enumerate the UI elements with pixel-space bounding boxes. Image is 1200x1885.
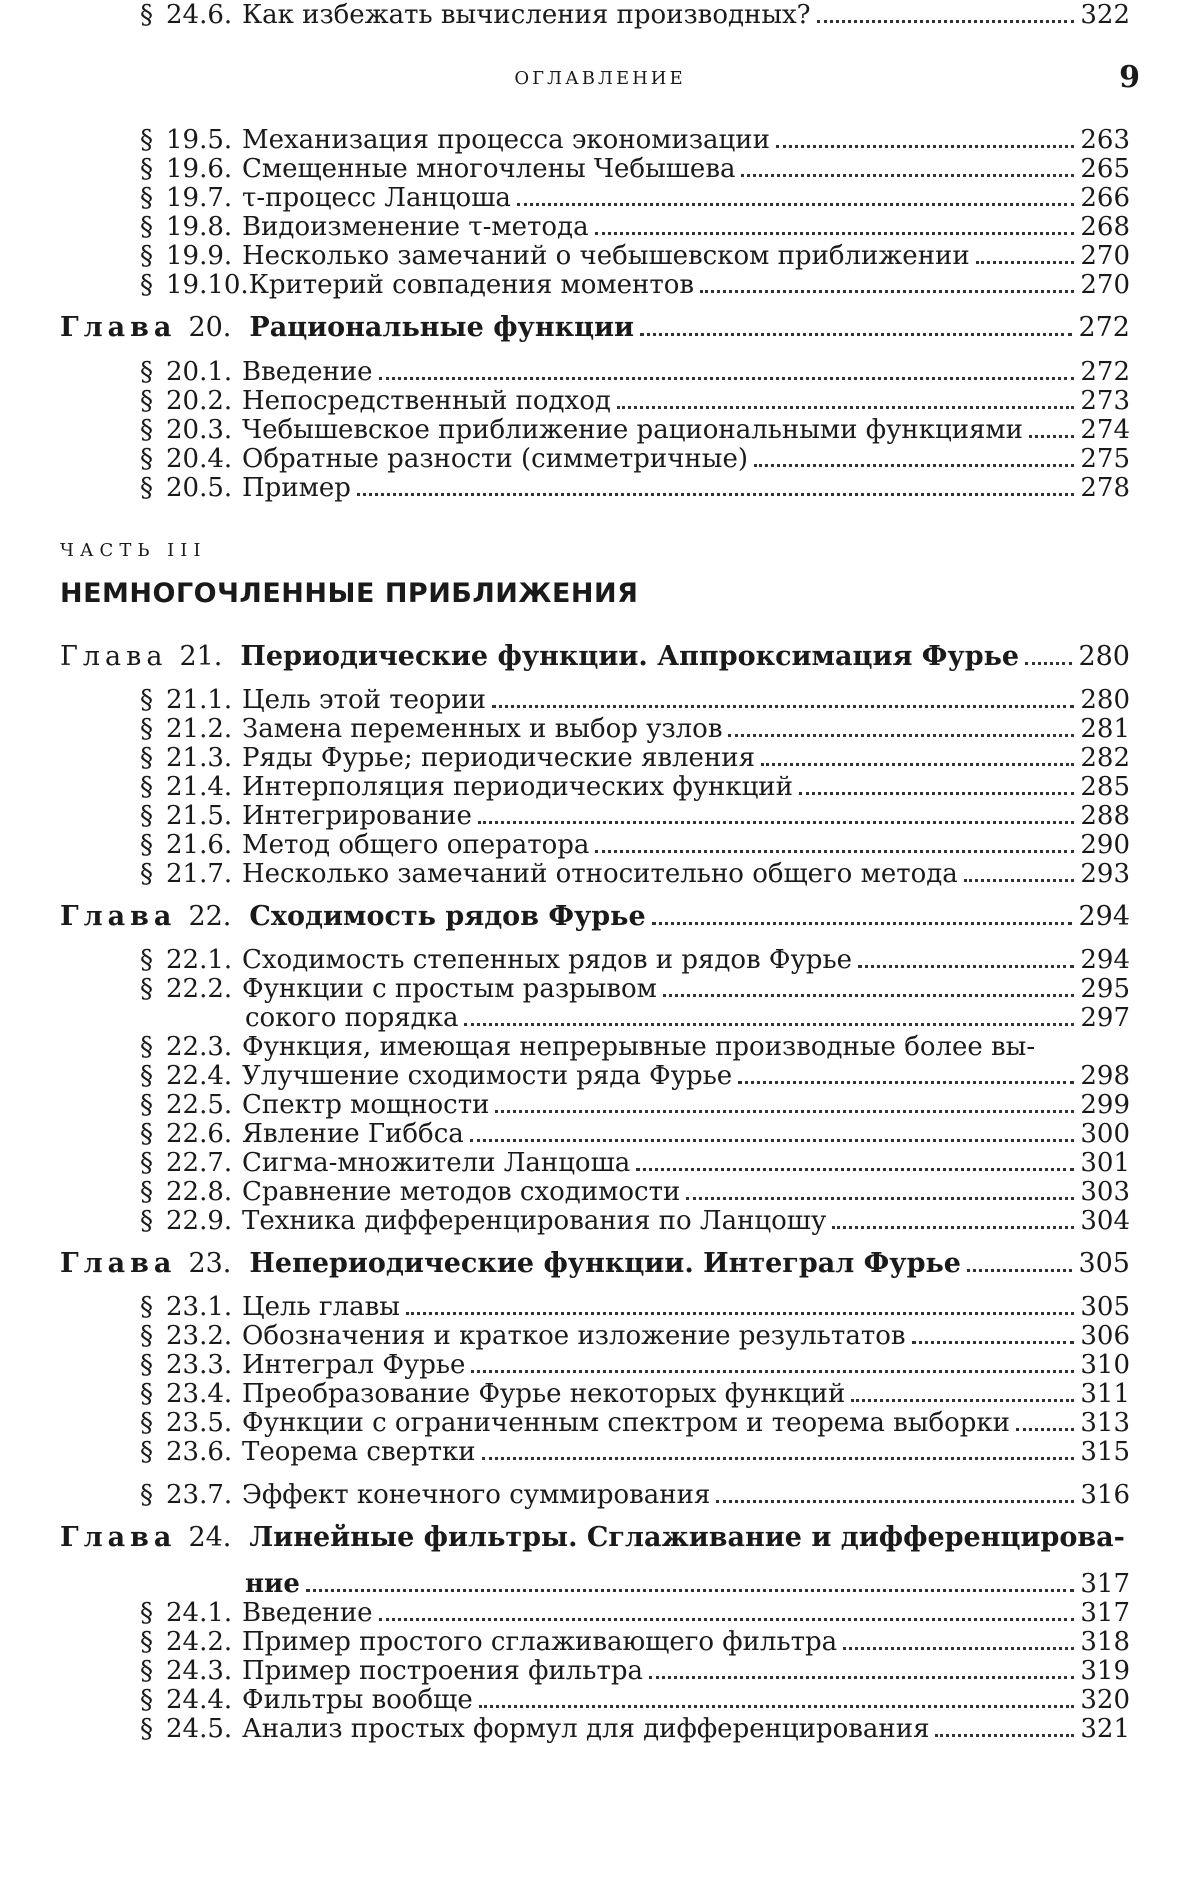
section-sign-icon: §	[140, 1177, 153, 1207]
leader-dots	[636, 1168, 1074, 1171]
section-number: 21.7.	[166, 859, 233, 889]
page-ref: 300	[1080, 1119, 1130, 1149]
section-sign-icon: §	[140, 1090, 153, 1120]
section-entry[interactable]	[140, 1437, 1130, 1467]
leader-dots	[379, 1618, 1075, 1621]
section-entry[interactable]	[140, 444, 1130, 474]
section-entry[interactable]	[140, 1032, 1130, 1062]
chapter-label: Глава	[60, 1248, 177, 1279]
leader-dots	[912, 1341, 1075, 1344]
page-ref: 310	[1080, 1350, 1130, 1380]
section-sign-icon: §	[140, 772, 153, 802]
section-sign-icon: §	[140, 1598, 153, 1628]
section-entry[interactable]	[140, 801, 1130, 831]
section-number: 21.2.	[166, 714, 233, 744]
page-ref: 303	[1080, 1177, 1130, 1207]
leader-dots	[967, 1269, 1073, 1272]
section-sign-icon: §	[140, 1437, 153, 1467]
section-title: Цель главы	[242, 1292, 400, 1322]
section-sign-icon: §	[140, 830, 153, 860]
section-sign-icon: §	[140, 1148, 153, 1178]
section-title: Как избежать вычисления производных?	[242, 0, 811, 30]
section-title: Механизация процесса экономизации	[242, 125, 770, 155]
section-number: 24.5.	[166, 1714, 233, 1744]
section-number: 24.4.	[166, 1685, 233, 1715]
section-sign-icon: §	[140, 154, 153, 184]
section-number: 23.6.	[166, 1437, 233, 1467]
section-entry[interactable]	[140, 772, 1130, 802]
section-number: 19.5.	[166, 125, 233, 155]
chapter-number: 22.	[188, 901, 232, 932]
section-sign-icon: §	[140, 743, 153, 773]
section-sign-icon: §	[140, 183, 153, 213]
page-ref: 272	[1078, 312, 1130, 343]
section-number: 24.3.	[166, 1656, 233, 1686]
section-sign-icon: §	[140, 357, 153, 387]
section-number: 19.9.	[166, 241, 233, 271]
page-ref: 322	[1080, 0, 1130, 30]
page-ref: 321	[1080, 1714, 1130, 1744]
leader-dots	[976, 261, 1075, 264]
section-entry[interactable]	[140, 270, 1130, 300]
page-ref: 282	[1080, 743, 1130, 773]
section-number: 23.4.	[166, 1379, 233, 1409]
page-ref: 295	[1080, 974, 1130, 1004]
section-number: 22.9.	[166, 1206, 233, 1236]
section-sign-icon: §	[140, 473, 153, 503]
chapter-title: Периодические функции. Аппроксимация Фурье	[240, 642, 1020, 672]
page-ref: 263	[1080, 125, 1130, 155]
section-entry[interactable]	[140, 1685, 1130, 1715]
section-title: Чебышевское приближение рациональными функциями	[242, 415, 1023, 445]
section-title: Спектр мощности	[242, 1090, 490, 1120]
section-number: 24.1.	[166, 1598, 233, 1628]
section-entry[interactable]	[140, 859, 1130, 889]
section-title: Сигма-множители Ланцоша	[242, 1148, 631, 1178]
section-sign-icon: §	[140, 1408, 153, 1438]
section-entry[interactable]	[140, 1177, 1130, 1207]
section-title: Пример построения фильтра	[242, 1656, 643, 1686]
section-title: Фильтры вообще	[242, 1685, 473, 1715]
section-entry[interactable]	[140, 415, 1130, 445]
section-number: 22.5.	[166, 1090, 233, 1120]
section-title: Интерполяция периодических функций	[242, 772, 793, 802]
chapter-number: 21.	[179, 641, 223, 672]
section-entry[interactable]	[140, 1408, 1130, 1438]
section-number: 19.7.	[166, 183, 233, 213]
page-ref: 305	[1080, 1292, 1130, 1322]
section-sign-icon: §	[140, 1119, 153, 1149]
section-entry[interactable]	[140, 830, 1130, 860]
section-number: 20.5.	[166, 473, 233, 503]
leader-dots	[471, 1370, 1074, 1373]
section-entry[interactable]	[140, 743, 1130, 773]
section-entry[interactable]	[140, 386, 1130, 416]
chapter-number: 24.	[188, 1522, 232, 1553]
leader-dots	[817, 20, 1075, 23]
continuation-text: ние	[245, 1569, 300, 1599]
section-sign-icon: §	[140, 241, 153, 271]
part-label: ЧАСТЬ III	[60, 540, 207, 561]
section-title: Видоизменение τ-метода	[242, 212, 589, 242]
leader-dots	[649, 1676, 1074, 1679]
section-sign-icon: §	[140, 212, 153, 242]
chapter-label: Глава	[60, 1522, 177, 1553]
section-sign-icon: §	[140, 1032, 153, 1062]
chapter-entry[interactable]	[60, 1523, 1130, 1553]
leader-dots	[617, 406, 1074, 409]
page-ref: 317	[1080, 1569, 1130, 1599]
leader-dots	[640, 333, 1072, 336]
section-entry[interactable]	[140, 945, 1130, 975]
page-ref: 293	[1080, 859, 1130, 889]
page-ref: 294	[1078, 901, 1130, 932]
leader-dots	[306, 1589, 1075, 1592]
section-number: 23.3.	[166, 1350, 233, 1380]
section-entry[interactable]	[140, 974, 1130, 1004]
section-number: 20.1.	[166, 357, 233, 387]
page-ref: 299	[1080, 1090, 1130, 1120]
section-title: Введение	[242, 357, 373, 387]
section-entry[interactable]	[140, 1627, 1130, 1657]
section-number: 20.3.	[166, 415, 233, 445]
leader-dots	[663, 994, 1075, 997]
section-sign-icon: §	[140, 685, 153, 715]
section-title: Эффект конечного суммирования	[242, 1480, 711, 1510]
section-entry[interactable]	[140, 125, 1130, 155]
section-sign-icon: §	[140, 974, 153, 1004]
page-number: 9	[1119, 60, 1140, 95]
leader-dots	[776, 145, 1074, 148]
section-sign-icon: §	[140, 1379, 153, 1409]
leader-dots	[492, 705, 1074, 708]
section-entry[interactable]	[140, 1656, 1130, 1686]
chapter-label: Глава	[60, 312, 177, 343]
section-title: Ряды Фурье; периодические явления	[242, 743, 756, 773]
section-title: τ-процесс Ланцоша	[242, 183, 511, 213]
leader-dots	[843, 1647, 1074, 1650]
leader-dots	[686, 1197, 1074, 1200]
page-ref: 275	[1080, 444, 1130, 474]
section-title: Пример	[242, 473, 351, 503]
section-number: 22.7.	[166, 1148, 233, 1178]
leader-dots	[595, 850, 1074, 853]
leader-dots	[799, 792, 1074, 795]
leader-dots	[1016, 1428, 1074, 1431]
page-ref: 288	[1080, 801, 1130, 831]
section-title: Функция, имеющая непрерывные производные более вы-	[242, 1032, 1036, 1062]
section-title: Сходимость степенных рядов и рядов Фурье	[242, 945, 852, 975]
section-number: 20.2.	[166, 386, 233, 416]
section-sign-icon: §	[140, 1321, 153, 1351]
section-title: Функции с ограниченным спектром и теорема выборки	[242, 1408, 1011, 1438]
section-number: 22.2.	[166, 974, 233, 1004]
chapter-entry[interactable]	[60, 642, 1130, 672]
leader-dots	[851, 1399, 1074, 1402]
page-ref: 285	[1080, 772, 1130, 802]
leader-dots	[858, 965, 1074, 968]
leader-dots	[1025, 662, 1072, 665]
section-entry[interactable]	[140, 183, 1130, 213]
section-sign-icon: §	[140, 1685, 153, 1715]
leader-dots	[479, 1705, 1075, 1708]
section-number: 23.1.	[166, 1292, 233, 1322]
section-entry[interactable]	[140, 1292, 1130, 1322]
section-entry[interactable]	[140, 1379, 1130, 1409]
leader-dots	[964, 879, 1075, 882]
leader-dots	[357, 493, 1074, 496]
section-entry[interactable]	[140, 714, 1130, 744]
section-number: 23.2.	[166, 1321, 233, 1351]
section-title: Интегрирование	[242, 801, 472, 831]
page-ref: 273	[1080, 386, 1130, 416]
part-title: НЕМНОГОЧЛЕННЫЕ ПРИБЛИЖЕНИЯ	[60, 578, 639, 609]
page-ref: 278	[1080, 473, 1130, 503]
section-number: 23.7.	[166, 1480, 233, 1510]
section-title: Несколько замечаний о чебышевском приближении	[242, 241, 970, 271]
section-number: 21.1.	[166, 685, 233, 715]
leader-dots	[495, 1110, 1074, 1113]
page-ref: 290	[1080, 830, 1130, 860]
section-number: 22.3.	[166, 1032, 233, 1062]
page-ref: 315	[1080, 1437, 1130, 1467]
leader-dots	[470, 1139, 1075, 1142]
section-title: Пример простого сглаживающего фильтра	[242, 1627, 838, 1657]
section-number: 24.6.	[166, 0, 233, 30]
page-ref: 304	[1080, 1206, 1130, 1236]
leader-dots	[761, 763, 1074, 766]
section-entry[interactable]	[140, 0, 1130, 30]
section-title: Анализ простых формул для дифференцирования	[242, 1714, 930, 1744]
section-number: 21.4.	[166, 772, 233, 802]
page-ref: 320	[1080, 1685, 1130, 1715]
section-sign-icon: §	[140, 1350, 153, 1380]
section-entry[interactable]	[140, 1321, 1130, 1351]
section-title: Теорема свертки	[242, 1437, 476, 1467]
leader-dots	[700, 290, 1074, 293]
leader-dots	[464, 1023, 1074, 1026]
running-header	[60, 60, 1140, 100]
chapter-entry[interactable]	[60, 1249, 1130, 1279]
page-ref: 311	[1080, 1379, 1130, 1409]
section-title: Введение	[242, 1598, 373, 1628]
section-number: 21.3.	[166, 743, 233, 773]
chapter-label: Глава	[60, 641, 168, 672]
running-title: ОГЛАВЛЕНИЕ	[514, 68, 686, 89]
section-title: Цель этой теории	[242, 685, 486, 715]
chapter-title: Рациональные функции	[249, 313, 635, 343]
section-entry[interactable]	[140, 1714, 1130, 1744]
section-title: Техника дифференцирования по Ланцошу	[242, 1206, 827, 1236]
page-ref: 270	[1080, 241, 1130, 271]
leader-dots	[754, 464, 1074, 467]
page-ref: 306	[1080, 1321, 1130, 1351]
section-entry[interactable]	[140, 473, 1130, 503]
section-number: 24.2.	[166, 1627, 233, 1657]
section-sign-icon: §	[140, 0, 153, 30]
section-sign-icon: §	[140, 1656, 153, 1686]
section-entry[interactable]	[140, 212, 1130, 242]
chapter-number: 20.	[188, 312, 232, 343]
section-number: 22.4.	[166, 1061, 233, 1091]
page-ref: 265	[1080, 154, 1130, 184]
chapter-entry[interactable]	[60, 902, 1130, 932]
section-sign-icon: §	[140, 1206, 153, 1236]
page-ref: 272	[1080, 357, 1130, 387]
entry-continuation	[245, 1003, 1130, 1033]
section-entry[interactable]	[140, 1480, 1130, 1510]
chapter-label: Глава	[60, 901, 177, 932]
page-ref: 297	[1080, 1003, 1130, 1033]
section-title: Преобразование Фурье некоторых функций	[242, 1379, 846, 1409]
section-entry[interactable]	[140, 357, 1130, 387]
leader-dots	[517, 203, 1074, 206]
section-title: Несколько замечаний относительно общего метода	[242, 859, 958, 889]
leader-dots	[728, 734, 1074, 737]
page-ref: 268	[1080, 212, 1130, 242]
page-ref: 317	[1080, 1598, 1130, 1628]
section-entry[interactable]	[140, 1148, 1130, 1178]
section-entry[interactable]	[140, 241, 1130, 271]
section-entry[interactable]	[140, 1206, 1130, 1236]
section-number: 21.5.	[166, 801, 233, 831]
section-number: 19.10.	[166, 270, 249, 300]
leader-dots	[741, 174, 1074, 177]
leader-dots	[482, 1457, 1075, 1460]
section-number: 23.5.	[166, 1408, 233, 1438]
leader-dots	[379, 377, 1075, 380]
section-title: Обратные разности (симметричные)	[242, 444, 748, 474]
section-title: Явление Гиббса	[242, 1119, 464, 1149]
page-ref: 313	[1080, 1408, 1130, 1438]
section-title: Сравнение методов сходимости	[242, 1177, 681, 1207]
section-title: Смещенные многочлены Чебышева	[242, 154, 736, 184]
section-sign-icon: §	[140, 444, 153, 474]
section-sign-icon: §	[140, 386, 153, 416]
page-ref: 305	[1078, 1248, 1130, 1279]
page-ref: 274	[1080, 415, 1130, 445]
page-ref: 280	[1080, 685, 1130, 715]
leader-dots	[652, 922, 1073, 925]
leader-dots	[1029, 435, 1074, 438]
section-number: 22.1.	[166, 945, 233, 975]
section-sign-icon: §	[140, 1714, 153, 1744]
section-sign-icon: §	[140, 415, 153, 445]
section-entry[interactable]	[140, 1119, 1130, 1149]
section-sign-icon: §	[140, 1480, 153, 1510]
chapter-title: Линейные фильтры. Сглаживание и дифференцирова-	[249, 1523, 1125, 1553]
section-entry[interactable]	[140, 1350, 1130, 1380]
page-ref: 316	[1080, 1480, 1130, 1510]
leader-dots	[406, 1312, 1074, 1315]
chapter-title: Сходимость рядов Фурье	[249, 902, 646, 932]
entry-continuation	[245, 1569, 1130, 1599]
section-sign-icon: §	[140, 1627, 153, 1657]
section-entry[interactable]	[140, 685, 1130, 715]
section-sign-icon: §	[140, 859, 153, 889]
leader-dots	[738, 1081, 1074, 1084]
page-ref: 281	[1080, 714, 1130, 744]
section-entry[interactable]	[140, 1061, 1130, 1091]
section-number: 21.6.	[166, 830, 233, 860]
chapter-title: Непериодические функции. Интеграл Фурье	[249, 1249, 961, 1279]
section-title: Метод общего оператора	[242, 830, 590, 860]
leader-dots	[478, 821, 1075, 824]
leader-dots	[935, 1734, 1074, 1737]
page-ref: 270	[1080, 270, 1130, 300]
section-title: Функции с простым разрывом	[242, 974, 657, 1004]
page-ref: 294	[1080, 945, 1130, 975]
leader-dots	[832, 1226, 1074, 1229]
section-title: Обозначения и краткое изложение результатов	[242, 1321, 906, 1351]
section-title: Интеграл Фурье	[242, 1350, 466, 1380]
chapter-number: 23.	[188, 1248, 232, 1279]
section-entry[interactable]	[140, 1598, 1130, 1628]
page-ref: 266	[1080, 183, 1130, 213]
page-ref: 298	[1080, 1061, 1130, 1091]
page-ref: 301	[1080, 1148, 1130, 1178]
page-ref: 319	[1080, 1656, 1130, 1686]
section-sign-icon: §	[140, 801, 153, 831]
section-sign-icon: §	[140, 270, 153, 300]
chapter-entry[interactable]	[60, 313, 1130, 343]
section-sign-icon: §	[140, 125, 153, 155]
section-title: Критерий совпадения моментов	[248, 270, 695, 300]
section-title: Замена переменных и выбор узлов	[242, 714, 723, 744]
leader-dots	[595, 232, 1075, 235]
section-title: Непосредственный подход	[242, 386, 611, 416]
section-number: 22.6.	[166, 1119, 233, 1149]
section-entry[interactable]	[140, 154, 1130, 184]
section-entry[interactable]	[140, 1090, 1130, 1120]
section-sign-icon: §	[140, 945, 153, 975]
section-number: 22.8.	[166, 1177, 233, 1207]
section-sign-icon: §	[140, 714, 153, 744]
page-ref: 318	[1080, 1627, 1130, 1657]
page-ref: 280	[1078, 641, 1130, 672]
section-sign-icon: §	[140, 1061, 153, 1091]
section-number: 19.6.	[166, 154, 233, 184]
continuation-text: сокого порядка	[245, 1003, 459, 1033]
section-title: Улучшение сходимости ряда Фурье	[242, 1061, 733, 1091]
section-number: 19.8.	[166, 212, 233, 242]
section-number: 20.4.	[166, 444, 233, 474]
leader-dots	[716, 1500, 1074, 1503]
section-sign-icon: §	[140, 1292, 153, 1322]
